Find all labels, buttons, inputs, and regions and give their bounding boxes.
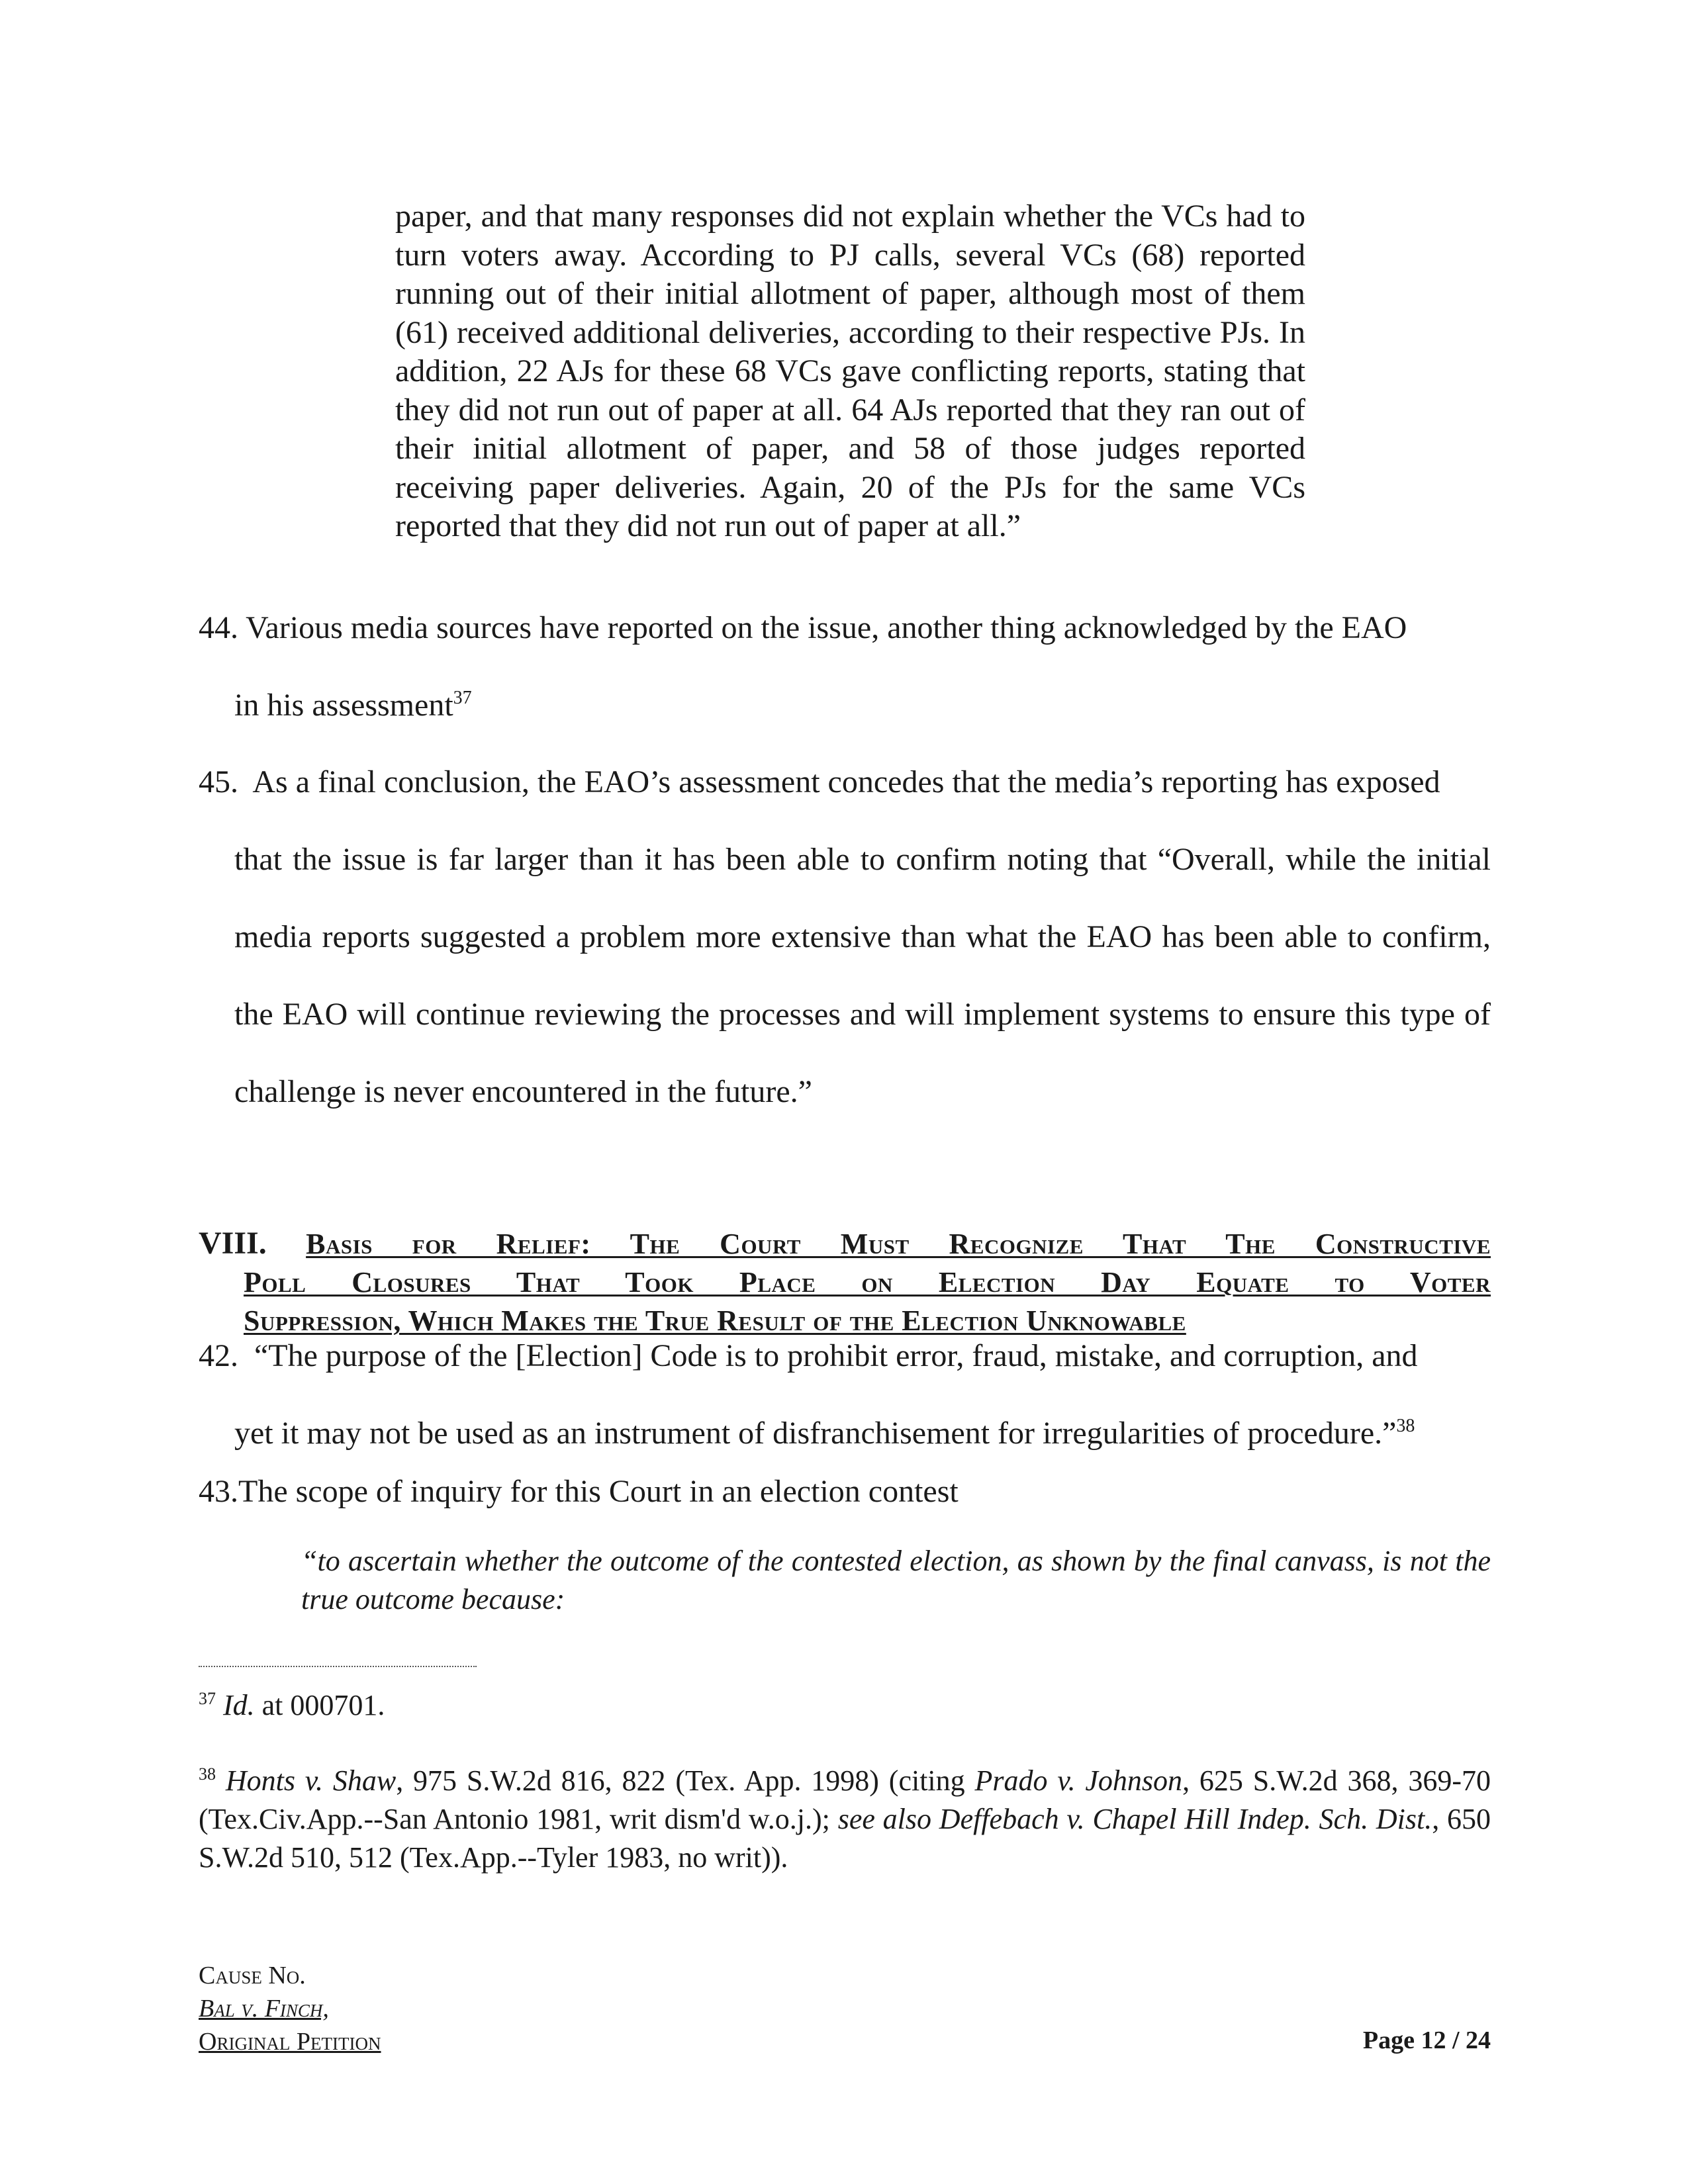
paragraph-45 <box>199 743 1491 1130</box>
paragraph-text: As a final conclusion, the EAO’s assessment concedes that the media’s reporting has exposed <box>252 764 1440 799</box>
section-title-line-3: Suppression, Which Makes the True Result of the Election Unknowable <box>244 1304 1186 1337</box>
footnote-divider <box>199 1666 477 1667</box>
paragraph-42 <box>199 1317 1491 1472</box>
footnote-number: 37 <box>199 1689 216 1708</box>
paragraph-text: yet it may not be used as an instrument of disfranchisement for irregularities of procedure.” <box>234 1416 1397 1451</box>
footer-caption <box>199 1959 381 2058</box>
statute-quote: “to ascertain whether the outcome of the contested election, as shown by the final canvass, is not the true outcome because: <box>301 1545 1491 1615</box>
paragraph-number: 43. <box>199 1474 238 1509</box>
footnote-38: $^{38}$ Honts v. Shaw, 975 S.W.2d 816, 822 (Tex. App. 1998) (citing Prado v. Johnson, 625 S.W.2d 368, 369-70 (Tex.Civ.App.--San Antonio 1981, writ dism'd w.o.j.); see also Deffebach v. Chapel Hill Indep. Sch. Dist., 650 S.W.2d 510, 512 (Tex.App.--Tyler 1983, no writ)). <box>199 1764 1491 1874</box>
footnote-37: $^{37}$ Id. at 000701. <box>199 1689 385 1721</box>
paragraph-text: in his assessment <box>234 688 453 723</box>
paragraph-text: Various media sources have reported on the issue, another thing acknowledged by the EAO <box>246 610 1407 645</box>
paragraph-number: 44. <box>199 610 238 645</box>
footnote-ref-38[interactable]: 38 <box>1396 1416 1415 1436</box>
case-name: Bal v. Finch, <box>199 1995 329 2023</box>
footnote-citation: Id. <box>223 1689 255 1721</box>
paragraph-text: The scope of inquiry for this Court in an election contest <box>238 1474 959 1509</box>
section-title-line-1: Basis for Relief: The Court Must Recognize That The Constructive <box>306 1228 1491 1260</box>
block-quote <box>395 197 1305 546</box>
document-title: Original Petition <box>199 2028 381 2056</box>
paragraph-number: 45. <box>199 764 238 799</box>
cause-number: Cause No. <box>199 1962 306 1989</box>
paragraph-text: “The purpose of the [Election] Code is to prohibit error, fraud, mistake, and corruption, and <box>254 1338 1418 1373</box>
block-quote-text: paper, and that many responses did not explain whether the VCs had to turn voters away. According to PJ calls, several VCs (68) reported running out of their initial allotment of paper, although most of them (61) received additional deliveries, according to their respective PJs. In addition, 22 AJs for these 68 VCs gave conflicting reports, stating that they did not run out of paper at all. 64 AJs reported that they ran out of their initial allotment of paper, and 58 of those judges reported receiving paper deliveries. Again, 20 of the PJs for the same VCs reported that they did not run out of paper at all.” <box>395 199 1305 543</box>
paragraph-number: 42. <box>199 1338 238 1373</box>
footnote-ref-37[interactable]: 37 <box>453 688 472 708</box>
paragraph-text: that the issue is far larger than it has been able to confirm noting that “Overall, while the initial media reports suggested a problem more extensive than what the EAO has been able to confirm, the EAO will continue reviewing the processes and will implement systems to ensure this type of challenge is never encountered in the future.” <box>234 842 1491 1109</box>
paragraph-44 <box>199 589 1491 744</box>
case-citation: Honts v. Shaw <box>225 1764 397 1797</box>
section-number: VIII. <box>199 1226 267 1261</box>
page-number: Page 12 / 24 <box>1362 2026 1491 2054</box>
case-citation: see also Deffebach v. Chapel Hill Indep. Sch. Dist. <box>837 1803 1432 1835</box>
section-title-line-2: Poll Closures That Took Place on Election Day Equate to Voter <box>244 1266 1491 1298</box>
case-citation: Prado v. Johnson <box>974 1764 1183 1797</box>
footnote-number: 38 <box>199 1764 216 1784</box>
paragraph-43 <box>199 1473 1491 1511</box>
